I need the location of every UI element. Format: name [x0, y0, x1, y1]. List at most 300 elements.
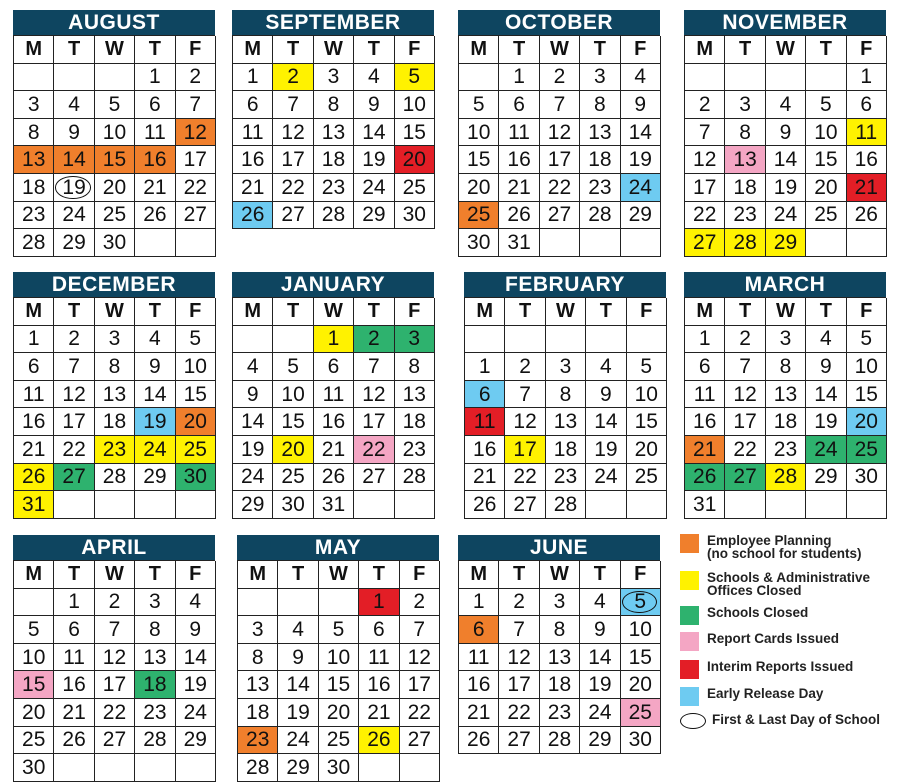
day-cell: 2: [176, 64, 216, 92]
empty-cell: [14, 64, 54, 92]
month-june: [458, 535, 660, 754]
day-cell: 13: [14, 146, 54, 174]
weekday-header: F: [627, 298, 667, 326]
day-cell: 11: [14, 381, 54, 409]
legend-swatch: [680, 632, 699, 651]
weekday-header: M: [233, 298, 273, 326]
day-cell: 27: [176, 202, 216, 230]
day-cell: 5: [95, 91, 135, 119]
empty-cell: [627, 326, 667, 354]
empty-cell: [465, 326, 505, 354]
day-cell: 29: [806, 464, 846, 492]
month-december: [13, 272, 215, 519]
day-cell: 4: [586, 353, 626, 381]
day-cell: 17: [54, 408, 94, 436]
weekday-header: F: [395, 36, 435, 64]
legend-label: Employee Planning (no school for students): [707, 533, 862, 561]
day-cell: 22: [273, 174, 313, 202]
month-title: JUNE: [458, 535, 660, 560]
weekday-header: M: [233, 36, 273, 64]
day-cell: 10: [95, 119, 135, 147]
day-cell: 14: [233, 408, 273, 436]
day-cell: 5: [847, 326, 887, 354]
month-title: FEBRUARY: [464, 272, 666, 297]
day-cell: 30: [95, 229, 135, 257]
month-title: AUGUST: [13, 10, 215, 35]
day-cell: 26: [465, 491, 505, 519]
day-cell: 27: [54, 464, 94, 492]
day-cell: 29: [278, 754, 318, 782]
day-cell: 19: [54, 174, 94, 202]
day-cell: 16: [54, 671, 94, 699]
day-cell: 5: [273, 353, 313, 381]
day-cell: 24: [806, 436, 846, 464]
weekday-header: W: [766, 36, 806, 64]
day-cell: 16: [847, 146, 887, 174]
day-cell: 19: [621, 146, 661, 174]
day-cell: 25: [395, 174, 435, 202]
day-cell: 10: [806, 119, 846, 147]
day-cell: 6: [459, 616, 499, 644]
day-cell: 3: [725, 91, 765, 119]
day-cell: 27: [95, 727, 135, 755]
day-cell: 5: [627, 353, 667, 381]
day-cell: 11: [459, 644, 499, 672]
day-cell: 31: [14, 491, 54, 519]
day-cell: 28: [14, 229, 54, 257]
month-title: DECEMBER: [13, 272, 215, 297]
day-cell: 10: [14, 644, 54, 672]
day-cell: 12: [540, 119, 580, 147]
day-cell: 18: [14, 174, 54, 202]
legend-swatch: [680, 687, 699, 706]
day-cell: 15: [395, 119, 435, 147]
day-cell: 19: [580, 671, 620, 699]
day-cell: 14: [580, 644, 620, 672]
day-cell: 22: [354, 436, 394, 464]
month-november: [684, 10, 886, 257]
day-cell: 1: [499, 64, 539, 92]
day-cell: 7: [400, 616, 440, 644]
day-cell: 18: [314, 146, 354, 174]
day-cell: 12: [354, 381, 394, 409]
day-cell: 21: [685, 436, 725, 464]
day-cell: 19: [233, 436, 273, 464]
weekday-header: F: [621, 561, 661, 589]
day-cell: 22: [499, 699, 539, 727]
day-cell: 14: [586, 408, 626, 436]
day-cell: 31: [499, 229, 539, 257]
legend-label: First & Last Day of School: [712, 712, 881, 727]
day-cell: 28: [766, 464, 806, 492]
day-cell: 5: [806, 91, 846, 119]
day-cell: 26: [233, 202, 273, 230]
day-cell: 14: [806, 381, 846, 409]
day-cell: 14: [135, 381, 175, 409]
day-cell: 30: [847, 464, 887, 492]
weekday-header: T: [135, 561, 175, 589]
day-cell: 21: [14, 436, 54, 464]
legend-item: [680, 534, 862, 560]
day-cell: 11: [314, 381, 354, 409]
day-cell: 23: [14, 202, 54, 230]
day-cell: 21: [135, 174, 175, 202]
day-cell: 24: [233, 464, 273, 492]
weekday-header: T: [725, 298, 765, 326]
day-cell: 6: [465, 381, 505, 409]
weekday-header: M: [685, 298, 725, 326]
day-cell: 14: [621, 119, 661, 147]
day-cell: 24: [354, 174, 394, 202]
day-cell: 8: [395, 353, 435, 381]
empty-cell: [95, 754, 135, 782]
day-cell: 25: [806, 202, 846, 230]
day-cell: 21: [847, 174, 887, 202]
day-cell: 16: [459, 671, 499, 699]
day-cell: 17: [685, 174, 725, 202]
day-cell: 4: [766, 91, 806, 119]
day-cell: 17: [400, 671, 440, 699]
day-cell: 28: [546, 491, 586, 519]
empty-cell: [766, 64, 806, 92]
day-cell: 16: [359, 671, 399, 699]
weekday-header: M: [459, 561, 499, 589]
day-cell: 15: [806, 146, 846, 174]
day-cell: 15: [847, 381, 887, 409]
day-cell: 28: [540, 727, 580, 755]
weekday-header: T: [273, 298, 313, 326]
day-cell: 27: [273, 202, 313, 230]
empty-cell: [95, 64, 135, 92]
weekday-header: T: [54, 561, 94, 589]
month-march: [684, 272, 886, 519]
day-cell: 26: [314, 464, 354, 492]
month-grid: [13, 560, 215, 782]
empty-cell: [395, 491, 435, 519]
day-cell: 4: [233, 353, 273, 381]
day-cell: 10: [459, 119, 499, 147]
day-cell: 2: [540, 64, 580, 92]
day-cell: 7: [95, 616, 135, 644]
day-cell: 9: [766, 119, 806, 147]
day-cell: 7: [685, 119, 725, 147]
weekday-header: T: [354, 36, 394, 64]
day-cell: 23: [725, 202, 765, 230]
day-cell: 23: [314, 174, 354, 202]
weekday-header: T: [499, 561, 539, 589]
day-cell: 1: [685, 326, 725, 354]
day-cell: 16: [314, 408, 354, 436]
day-cell: 20: [627, 436, 667, 464]
day-cell: 24: [621, 174, 661, 202]
weekday-header: T: [580, 36, 620, 64]
day-cell: 28: [395, 464, 435, 492]
day-cell: 12: [400, 644, 440, 672]
day-cell: 24: [278, 727, 318, 755]
day-cell: 6: [233, 91, 273, 119]
day-cell: 19: [278, 699, 318, 727]
day-cell: 3: [766, 326, 806, 354]
day-cell: 20: [319, 699, 359, 727]
day-cell: 29: [354, 202, 394, 230]
day-cell: 1: [135, 64, 175, 92]
day-cell: 29: [621, 202, 661, 230]
day-cell: 17: [725, 408, 765, 436]
month-october: [458, 10, 660, 257]
day-cell: 23: [580, 174, 620, 202]
day-cell: 5: [459, 91, 499, 119]
day-cell: 31: [685, 491, 725, 519]
day-cell: 20: [14, 699, 54, 727]
day-cell: 2: [354, 326, 394, 354]
day-cell: 9: [233, 381, 273, 409]
day-cell: 23: [540, 699, 580, 727]
weekday-header: T: [54, 36, 94, 64]
empty-cell: [14, 589, 54, 617]
month-title: MARCH: [684, 272, 886, 297]
weekday-header: M: [14, 36, 54, 64]
day-cell: 30: [176, 464, 216, 492]
day-cell: 27: [685, 229, 725, 257]
month-title: JANUARY: [232, 272, 434, 297]
empty-cell: [725, 64, 765, 92]
day-cell: 18: [546, 436, 586, 464]
day-cell: 26: [359, 727, 399, 755]
day-cell: 29: [233, 491, 273, 519]
weekday-header: W: [540, 36, 580, 64]
month-september: [232, 10, 434, 229]
day-cell: 1: [465, 353, 505, 381]
day-cell: 2: [54, 326, 94, 354]
day-cell: 28: [95, 464, 135, 492]
day-cell: 5: [395, 64, 435, 92]
day-cell: 3: [95, 326, 135, 354]
day-cell: 10: [627, 381, 667, 409]
day-cell: 3: [395, 326, 435, 354]
day-cell: 13: [395, 381, 435, 409]
day-cell: 6: [685, 353, 725, 381]
day-cell: 12: [95, 644, 135, 672]
empty-cell: [459, 64, 499, 92]
day-cell: 12: [685, 146, 725, 174]
day-cell: 10: [273, 381, 313, 409]
weekday-header: T: [354, 298, 394, 326]
day-cell: 26: [54, 727, 94, 755]
day-cell: 5: [176, 326, 216, 354]
day-cell: 22: [725, 436, 765, 464]
day-cell: 24: [586, 464, 626, 492]
day-cell: 26: [14, 464, 54, 492]
day-cell: 21: [233, 174, 273, 202]
month-grid: [684, 35, 886, 257]
day-cell: 20: [459, 174, 499, 202]
month-grid: [458, 35, 660, 257]
empty-cell: [586, 491, 626, 519]
empty-cell: [54, 491, 94, 519]
day-cell: 2: [725, 326, 765, 354]
day-cell: 3: [580, 64, 620, 92]
weekday-header: W: [95, 298, 135, 326]
day-cell: 15: [273, 408, 313, 436]
day-cell: 10: [395, 91, 435, 119]
day-cell: 19: [586, 436, 626, 464]
day-cell: 12: [499, 644, 539, 672]
day-cell: 23: [395, 436, 435, 464]
day-cell: 9: [806, 353, 846, 381]
legend-label: Schools & Administrative Offices Closed: [707, 570, 871, 598]
day-cell: 4: [806, 326, 846, 354]
day-cell: 28: [725, 229, 765, 257]
weekday-header: F: [621, 36, 661, 64]
weekday-header: M: [238, 561, 278, 589]
day-cell: 5: [14, 616, 54, 644]
legend-item: [680, 713, 880, 729]
empty-cell: [546, 326, 586, 354]
day-cell: 30: [459, 229, 499, 257]
day-cell: 4: [580, 589, 620, 617]
weekday-header: W: [766, 298, 806, 326]
weekday-header: M: [14, 298, 54, 326]
day-cell: 9: [586, 381, 626, 409]
day-cell: 14: [766, 146, 806, 174]
day-cell: 3: [238, 616, 278, 644]
day-cell: 23: [135, 699, 175, 727]
day-cell: 8: [725, 119, 765, 147]
empty-cell: [847, 491, 887, 519]
day-cell: 18: [135, 671, 175, 699]
day-cell: 7: [540, 91, 580, 119]
day-cell: 11: [233, 119, 273, 147]
weekday-header: W: [546, 298, 586, 326]
month-title: SEPTEMBER: [232, 10, 434, 35]
day-cell: 13: [546, 408, 586, 436]
weekday-header: F: [400, 561, 440, 589]
day-cell: 20: [95, 174, 135, 202]
day-cell: 10: [621, 616, 661, 644]
empty-cell: [233, 326, 273, 354]
day-cell: 16: [14, 408, 54, 436]
day-cell: 25: [319, 727, 359, 755]
month-grid: [232, 297, 434, 519]
weekday-header: F: [847, 36, 887, 64]
day-cell: 27: [354, 464, 394, 492]
weekday-header: W: [95, 36, 135, 64]
day-cell: 15: [627, 408, 667, 436]
empty-cell: [540, 229, 580, 257]
day-cell: 3: [14, 91, 54, 119]
day-cell: 8: [14, 119, 54, 147]
day-cell: 24: [580, 699, 620, 727]
day-cell: 30: [14, 754, 54, 782]
day-cell: 17: [499, 671, 539, 699]
day-cell: 20: [395, 146, 435, 174]
day-cell: 8: [546, 381, 586, 409]
day-cell: 7: [176, 91, 216, 119]
empty-cell: [766, 491, 806, 519]
day-cell: 6: [359, 616, 399, 644]
day-cell: 1: [847, 64, 887, 92]
day-cell: 16: [685, 408, 725, 436]
weekday-header: T: [806, 36, 846, 64]
empty-cell: [278, 589, 318, 617]
day-cell: 1: [459, 589, 499, 617]
day-cell: 17: [540, 146, 580, 174]
day-cell: 2: [400, 589, 440, 617]
empty-cell: [627, 491, 667, 519]
day-cell: 13: [135, 644, 175, 672]
empty-cell: [95, 491, 135, 519]
legend-item: [680, 632, 839, 651]
day-cell: 26: [499, 202, 539, 230]
day-cell: 22: [54, 436, 94, 464]
day-cell: 6: [54, 616, 94, 644]
day-cell: 10: [319, 644, 359, 672]
day-cell: 9: [354, 91, 394, 119]
day-cell: 8: [540, 616, 580, 644]
day-cell: 11: [54, 644, 94, 672]
day-cell: 25: [14, 727, 54, 755]
weekday-header: T: [359, 561, 399, 589]
day-cell: 21: [459, 699, 499, 727]
day-cell: 20: [621, 671, 661, 699]
day-cell: 3: [540, 589, 580, 617]
day-cell: 23: [238, 727, 278, 755]
day-cell: 9: [176, 616, 216, 644]
weekday-header: T: [505, 298, 545, 326]
day-cell: 14: [278, 671, 318, 699]
day-cell: 2: [685, 91, 725, 119]
day-cell: 11: [465, 408, 505, 436]
day-cell: 9: [135, 353, 175, 381]
day-cell: 6: [14, 353, 54, 381]
legend-label: Interim Reports Issued: [707, 659, 854, 674]
day-cell: 11: [685, 381, 725, 409]
day-cell: 4: [176, 589, 216, 617]
day-cell: 9: [54, 119, 94, 147]
day-cell: 15: [176, 381, 216, 409]
empty-cell: [238, 589, 278, 617]
day-cell: 30: [319, 754, 359, 782]
day-cell: 7: [354, 353, 394, 381]
day-cell: 20: [806, 174, 846, 202]
day-cell: 27: [499, 727, 539, 755]
day-cell: 24: [54, 202, 94, 230]
empty-cell: [847, 229, 887, 257]
day-cell: 8: [766, 353, 806, 381]
day-cell: 17: [95, 671, 135, 699]
month-title: OCTOBER: [458, 10, 660, 35]
day-cell: 30: [621, 727, 661, 755]
legend-label: Report Cards Issued: [707, 631, 840, 646]
day-cell: 20: [273, 436, 313, 464]
day-cell: 22: [400, 699, 440, 727]
day-cell: 7: [505, 381, 545, 409]
day-cell: 30: [395, 202, 435, 230]
day-cell: 9: [278, 644, 318, 672]
day-cell: 7: [273, 91, 313, 119]
empty-cell: [586, 326, 626, 354]
day-cell: 20: [847, 408, 887, 436]
day-cell: 14: [54, 146, 94, 174]
day-cell: 27: [505, 491, 545, 519]
weekday-header: T: [725, 36, 765, 64]
weekday-header: F: [176, 298, 216, 326]
day-cell: 22: [176, 174, 216, 202]
month-grid: [232, 35, 434, 229]
circle-marker-icon: [680, 713, 706, 729]
day-cell: 23: [766, 436, 806, 464]
day-cell: 29: [766, 229, 806, 257]
